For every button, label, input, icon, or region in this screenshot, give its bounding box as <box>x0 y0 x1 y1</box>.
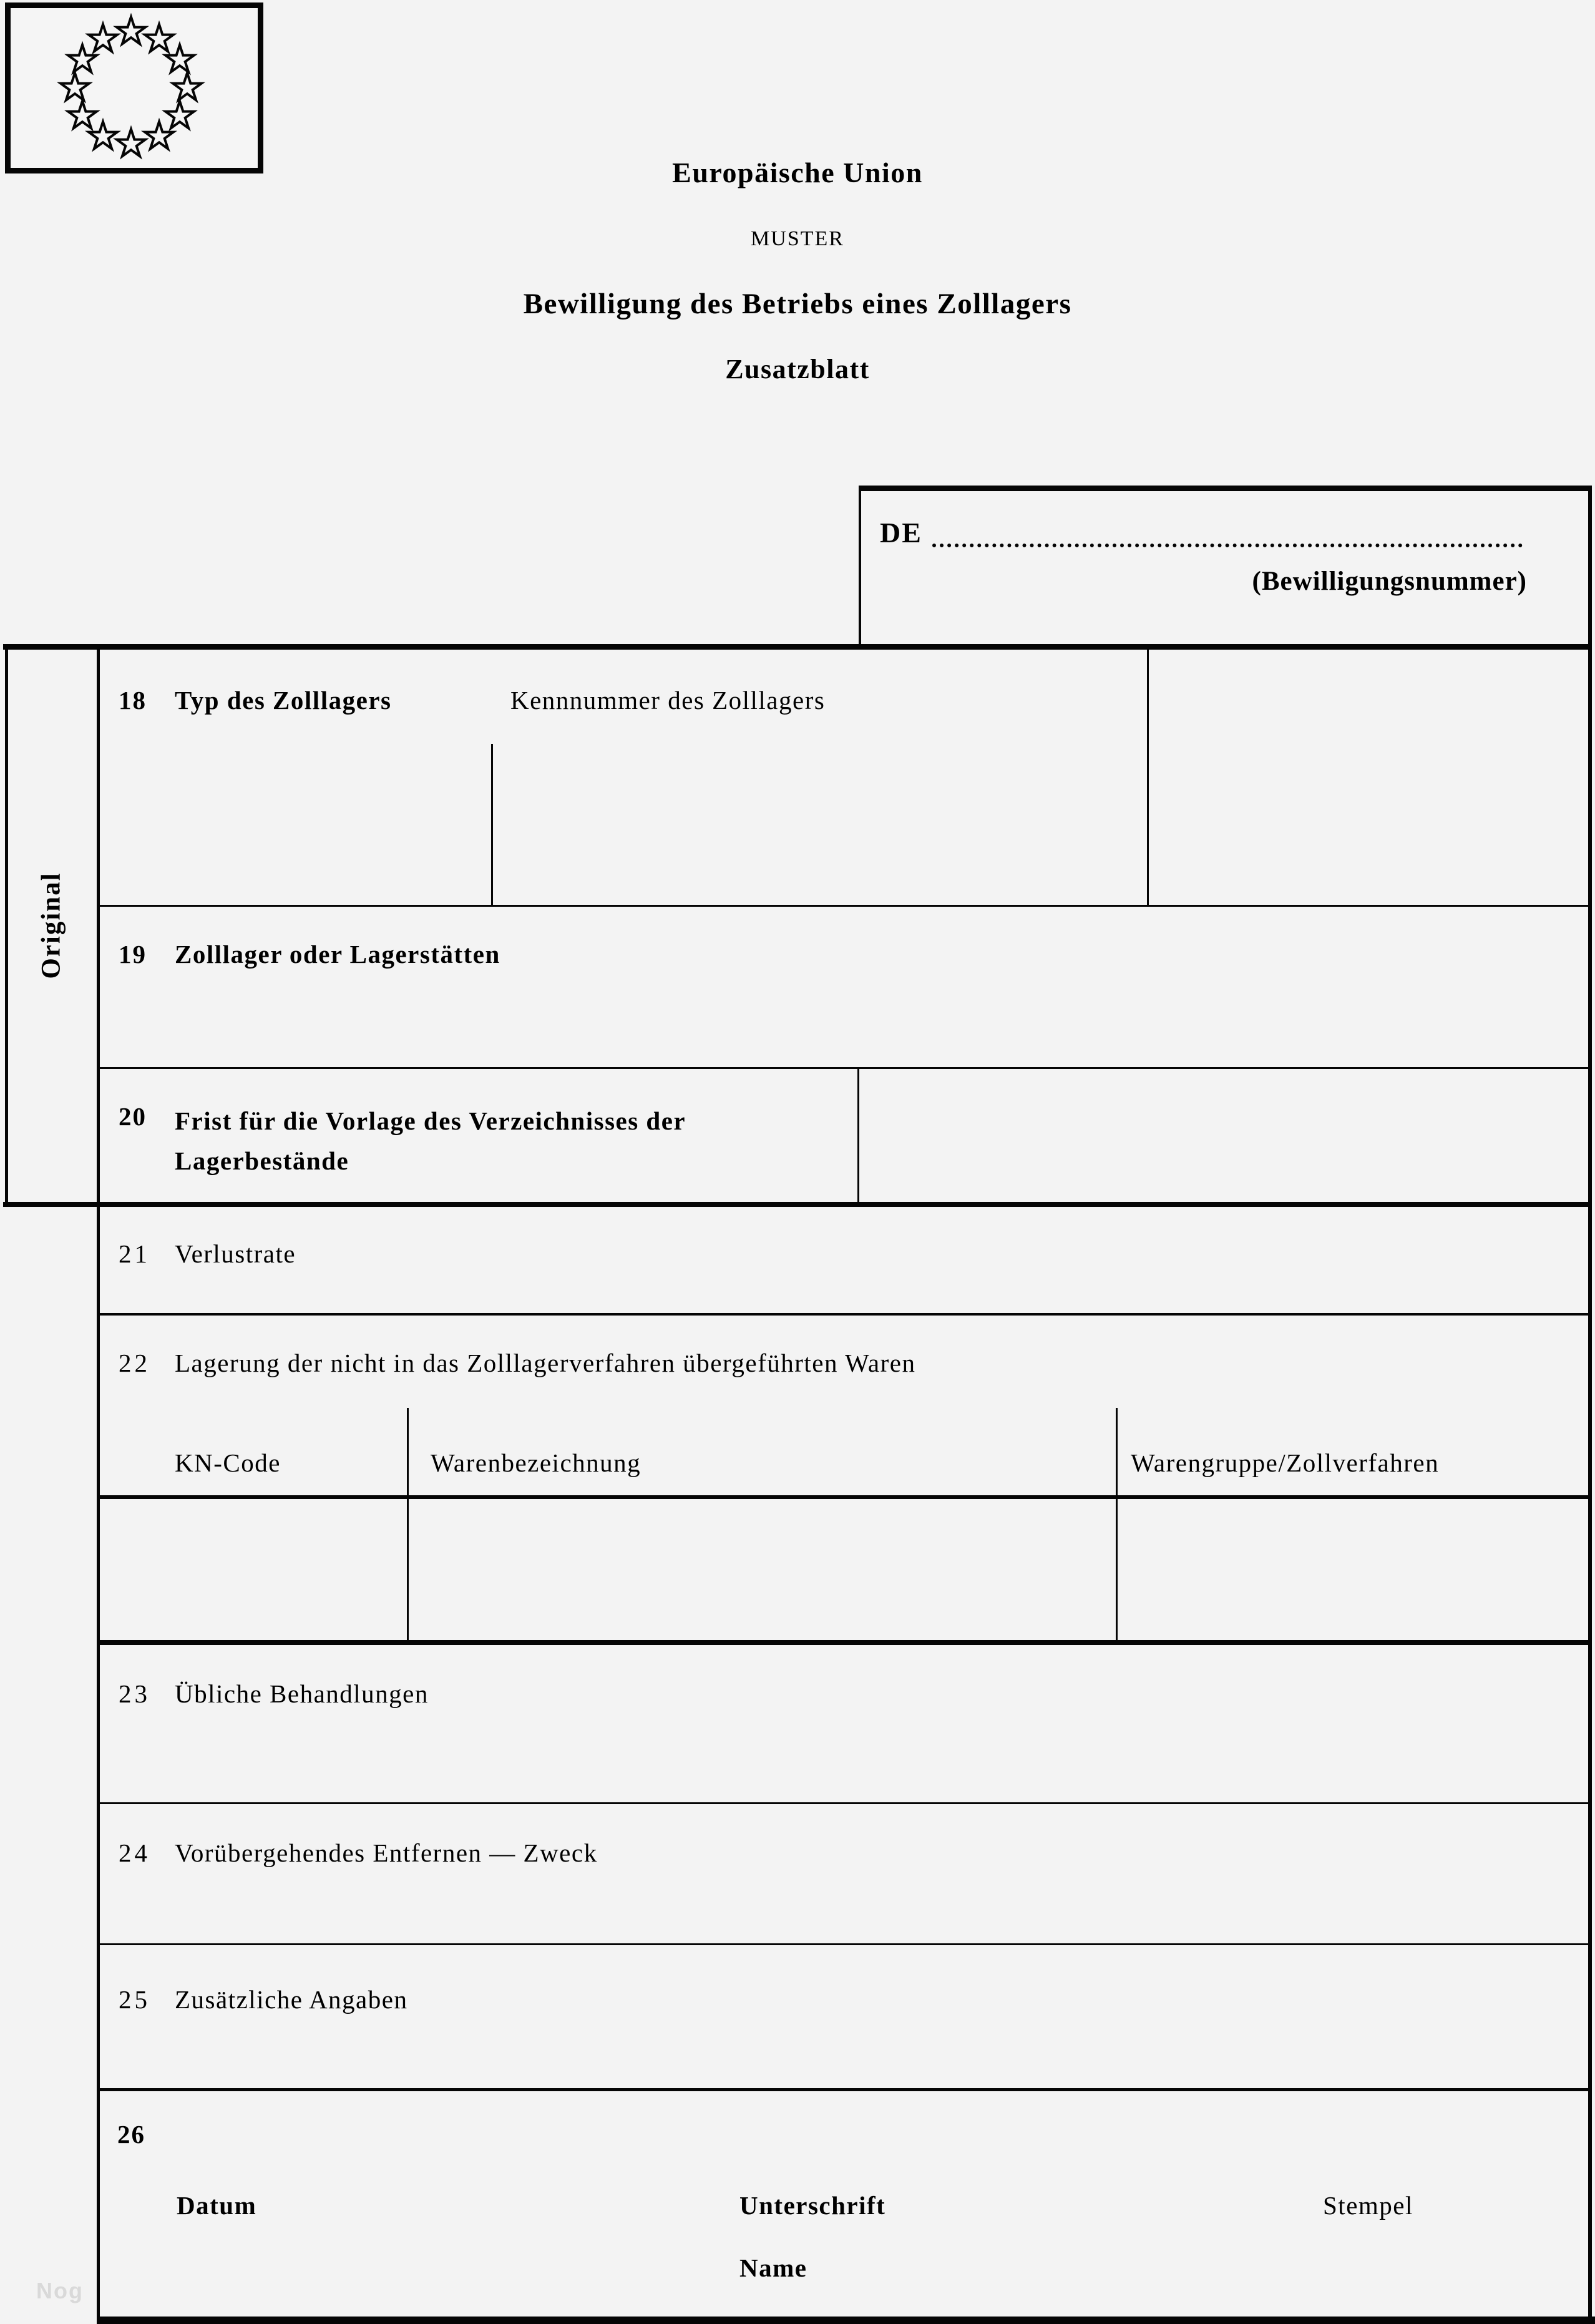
field-26-number: 26 <box>117 2120 145 2149</box>
divider-25-26 <box>98 2088 1588 2091</box>
field-20-label: Frist für die Vorlage des Verzeichnisses der Lagerbestände <box>175 1106 686 1175</box>
form-left-border <box>97 644 100 2323</box>
authorization-number-caption: (Bewilligungsnummer) <box>1252 567 1527 596</box>
divider-23-24 <box>98 1802 1588 1804</box>
dotted-fill-line <box>932 539 1523 547</box>
divider-24-25 <box>98 1943 1588 1945</box>
divider-top-band <box>3 644 1592 650</box>
page-heading: Bewilligung des Betriebs eines Zolllagers <box>523 288 1072 320</box>
authorization-number-line <box>880 519 1523 547</box>
country-code-label: DE <box>880 517 922 549</box>
field-26-date-label: Datum <box>177 2191 257 2220</box>
field-18-label: Typ des Zolllagers <box>175 686 392 715</box>
authorization-number-box <box>859 486 1588 647</box>
form-bottom-bar <box>97 2317 1595 2324</box>
field-26-signature-label: Unterschrift <box>739 2191 886 2220</box>
field-18-right-divider <box>1147 650 1149 906</box>
divider-19-20 <box>98 1067 1588 1069</box>
field-23-number: 23 <box>119 1679 150 1708</box>
field-21-label: Verlustrate <box>175 1239 296 1268</box>
divider-original-bottom <box>3 1202 1592 1207</box>
field-26-stamp-label: Stempel <box>1323 2191 1413 2220</box>
field-20-number: 20 <box>119 1102 147 1131</box>
field-22-column-divider-2 <box>1116 1408 1118 1641</box>
form-right-border <box>1588 486 1592 2324</box>
field-25-label: Zusätzliche Angaben <box>175 1985 408 2014</box>
eu-flag <box>5 2 263 173</box>
field-24-number: 24 <box>119 1838 150 1867</box>
field-18-inner-divider <box>491 744 493 906</box>
page-subheading: Zusatzblatt <box>725 354 870 384</box>
field-19-label: Zolllager oder Lagerstätten <box>175 940 500 969</box>
page-subtitle: MUSTER <box>751 227 844 250</box>
field-22-column-divider-1 <box>407 1408 409 1641</box>
divider-22-23 <box>98 1640 1588 1645</box>
field-22-header-underline <box>98 1495 1588 1499</box>
field-22-column-goods-group: Warengruppe/Zollverfahren <box>1131 1448 1440 1477</box>
divider-21-22 <box>98 1313 1588 1316</box>
field-18-sublabel: Kennnummer des Zolllagers <box>510 686 826 715</box>
field-22-label: Lagerung der nicht in das Zolllagerverfahren übergeführten Waren <box>175 1349 916 1377</box>
field-20-inner-divider <box>857 1069 859 1202</box>
eu-flag-stars-icon <box>11 8 258 168</box>
field-22-number: 22 <box>119 1349 150 1377</box>
copy-type-label: Original <box>36 872 66 979</box>
field-23-label: Übliche Behandlungen <box>175 1679 429 1708</box>
field-25-number: 25 <box>119 1985 150 2014</box>
field-18-number: 18 <box>119 686 147 715</box>
divider-18-19 <box>98 905 1588 907</box>
field-22-column-kn-code: KN-Code <box>175 1448 281 1477</box>
field-24-label: Vorübergehendes Entfernen — Zweck <box>175 1838 598 1867</box>
page-title: Europäische Union <box>672 157 923 188</box>
field-21-number: 21 <box>119 1239 150 1268</box>
field-22-column-description: Warenbezeichnung <box>431 1448 641 1477</box>
field-19-number: 19 <box>119 940 147 969</box>
original-box-left-border <box>5 644 8 1206</box>
scan-watermark: Nog <box>36 2278 84 2303</box>
field-26-name-label: Name <box>739 2253 807 2282</box>
